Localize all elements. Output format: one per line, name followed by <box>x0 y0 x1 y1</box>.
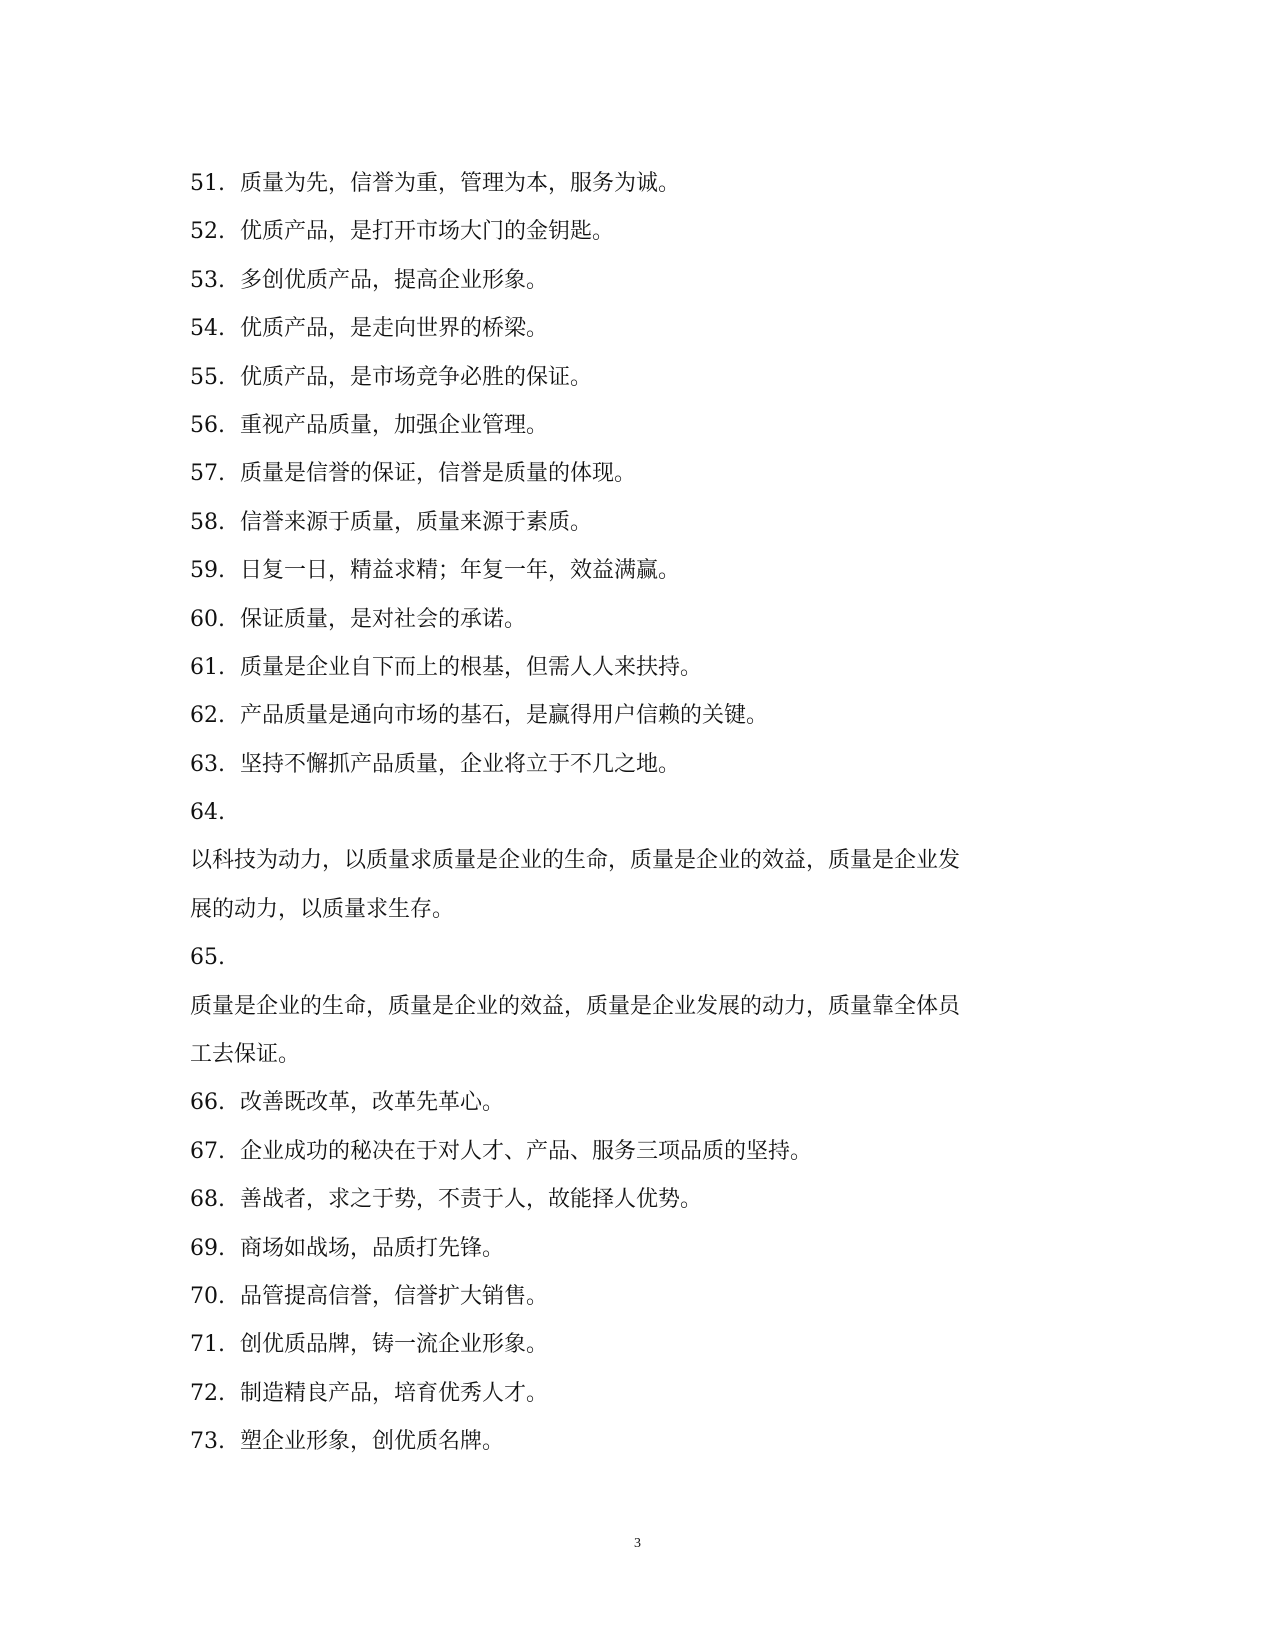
item-number: 53. <box>190 267 225 293</box>
item-number: 55. <box>190 364 225 390</box>
item-text: 以科技为动力，以质量求质量是企业的生命，质量是企业的效益，质量是企业发 <box>190 848 961 874</box>
item-number: 66. <box>190 1090 225 1116</box>
item-number: 61. <box>190 654 225 680</box>
item-number: 68. <box>190 1187 225 1213</box>
list-item <box>190 1321 1070 1369</box>
item-text: 商场如战场，品质打先锋。 <box>240 1235 505 1261</box>
item-number: 64. <box>190 800 225 826</box>
item-number: 70. <box>190 1283 225 1309</box>
list-item <box>190 402 1070 450</box>
item-number: 73. <box>190 1429 225 1455</box>
list-item <box>190 547 1070 595</box>
item-number: 51. <box>190 171 225 196</box>
item-text: 质量是信誉的保证，信誉是质量的体现。 <box>240 461 637 487</box>
list-item <box>190 450 1070 498</box>
item-number: 67. <box>190 1138 225 1164</box>
list-item <box>190 789 1070 837</box>
item-text: 优质产品，是打开市场大门的金钥匙。 <box>240 219 615 245</box>
item-text: 质量是企业的生命，质量是企业的效益，质量是企业发展的动力，质量靠全体员 <box>190 993 961 1019</box>
list-item <box>190 934 1070 982</box>
item-text: 坚持不懈抓产品质量，企业将立于不几之地。 <box>240 751 681 777</box>
list-item <box>190 305 1070 353</box>
item-number: 58. <box>190 509 225 535</box>
item-text: 优质产品，是市场竞争必胜的保证。 <box>240 364 593 390</box>
item-number: 54. <box>190 316 225 342</box>
item-number: 72. <box>190 1380 225 1406</box>
item-text: 质量为先，信誉为重，管理为本，服务为诚。 <box>240 171 681 196</box>
list-item <box>190 644 1070 692</box>
list-item <box>190 1176 1070 1224</box>
list-item <box>190 886 1070 934</box>
item-text: 塑企业形象，创优质名牌。 <box>240 1429 505 1455</box>
item-number: 69. <box>190 1235 225 1261</box>
list-item <box>190 1273 1070 1321</box>
list-item <box>190 160 1070 208</box>
item-text: 改善既改革，改革先革心。 <box>240 1090 505 1116</box>
page-number: 3 <box>634 1536 641 1551</box>
item-text: 多创优质产品，提高企业形象。 <box>240 267 549 293</box>
item-number: 57. <box>190 461 225 487</box>
item-text: 工去保证。 <box>190 1042 301 1068</box>
item-text: 重视产品质量，加强企业管理。 <box>240 412 549 438</box>
list-item <box>190 596 1070 644</box>
item-text: 保证质量，是对社会的承诺。 <box>240 606 527 632</box>
item-text: 创优质品牌，铸一流企业形象。 <box>240 1332 549 1358</box>
list-item <box>190 1031 1070 1079</box>
item-text: 信誉来源于质量，质量来源于素质。 <box>240 509 593 535</box>
item-text: 品管提高信誉，信誉扩大销售。 <box>240 1283 549 1309</box>
item-text: 质量是企业自下而上的根基，但需人人来扶持。 <box>240 654 703 680</box>
list-item <box>190 692 1070 740</box>
item-text: 优质产品，是走向世界的桥梁。 <box>240 316 549 342</box>
item-number: 60. <box>190 606 225 632</box>
list-item <box>190 1370 1070 1418</box>
item-text: 善战者，求之于势，不责于人，故能择人优势。 <box>240 1187 703 1213</box>
item-number: 59. <box>190 558 225 584</box>
list-item <box>190 257 1070 305</box>
list-item <box>190 208 1070 256</box>
item-number: 71. <box>190 1332 225 1358</box>
item-text: 日复一日，精益求精；年复一年，效益满赢。 <box>240 558 681 584</box>
list-item <box>190 1225 1070 1273</box>
item-text: 产品质量是通向市场的基石，是赢得用户信赖的关键。 <box>240 703 769 729</box>
item-number: 63. <box>190 751 225 777</box>
list-item <box>190 741 1070 789</box>
list-item <box>190 837 1070 885</box>
list-item <box>190 499 1070 547</box>
item-text: 制造精良产品，培育优秀人才。 <box>240 1380 549 1406</box>
list-item <box>190 1079 1070 1127</box>
item-number: 56. <box>190 412 225 438</box>
slogan-list <box>190 160 1070 1467</box>
item-number: 52. <box>190 219 225 245</box>
item-text: 企业成功的秘决在于对人才、产品、服务三项品质的坚持。 <box>240 1138 813 1164</box>
list-item <box>190 1128 1070 1176</box>
item-number: 62. <box>190 703 225 729</box>
list-item <box>190 983 1070 1031</box>
item-text: 展的动力，以质量求生存。 <box>190 896 455 922</box>
list-item <box>190 354 1070 402</box>
item-number: 65. <box>190 945 225 971</box>
list-item <box>190 1418 1070 1466</box>
